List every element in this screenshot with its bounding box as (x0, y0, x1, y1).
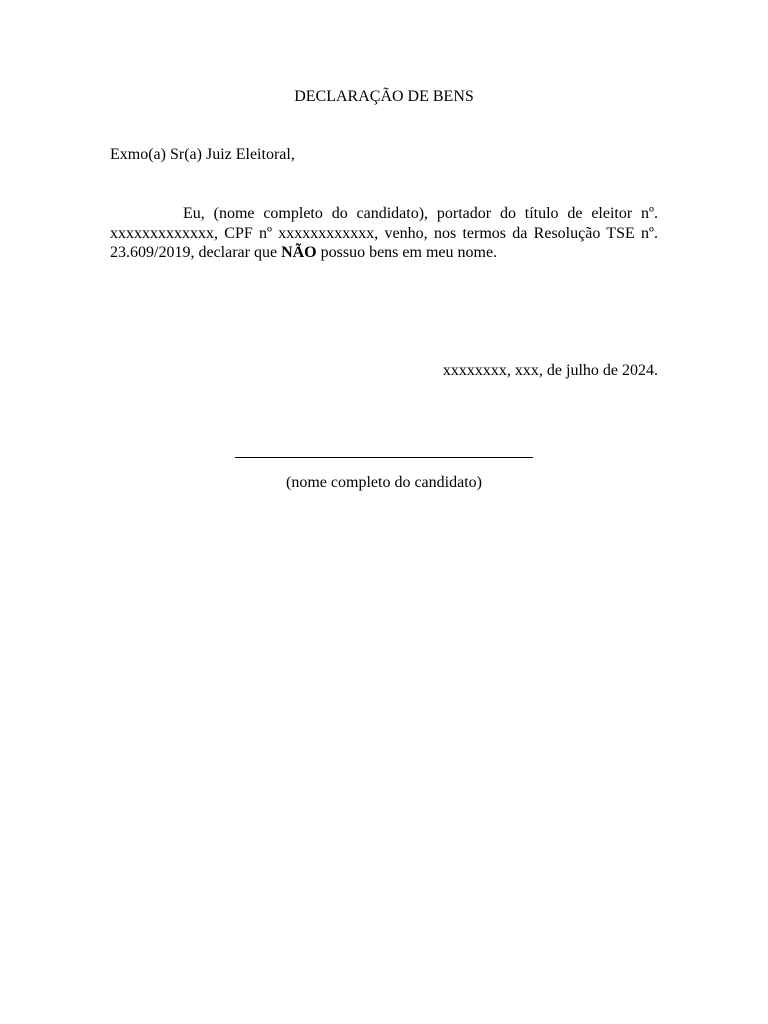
place-date-line: xxxxxxxx, xxx, de julho de 2024. (442, 362, 658, 379)
salutation: Exmo(a) Sr(a) Juiz Eleitoral, (110, 146, 295, 163)
declaration-text-start: Eu, (nome completo do candidato), portador do título de eleitor nº. xxxxxxxxxxxxx, CPF nº xxxxxxxxxxxx, venho, nos termos da Resolução TSE nº. 23.609/2019, declarar que (110, 205, 658, 261)
declaration-paragraph (110, 204, 658, 263)
declaration-text-end: possuo bens em meu nome. (316, 244, 498, 261)
signature-name: (nome completo do candidato) (286, 474, 482, 491)
declaration-emphasis: NÃO (281, 244, 317, 261)
document-title: DECLARAÇÃO DE BENS (294, 88, 474, 105)
signature-line (235, 457, 533, 458)
